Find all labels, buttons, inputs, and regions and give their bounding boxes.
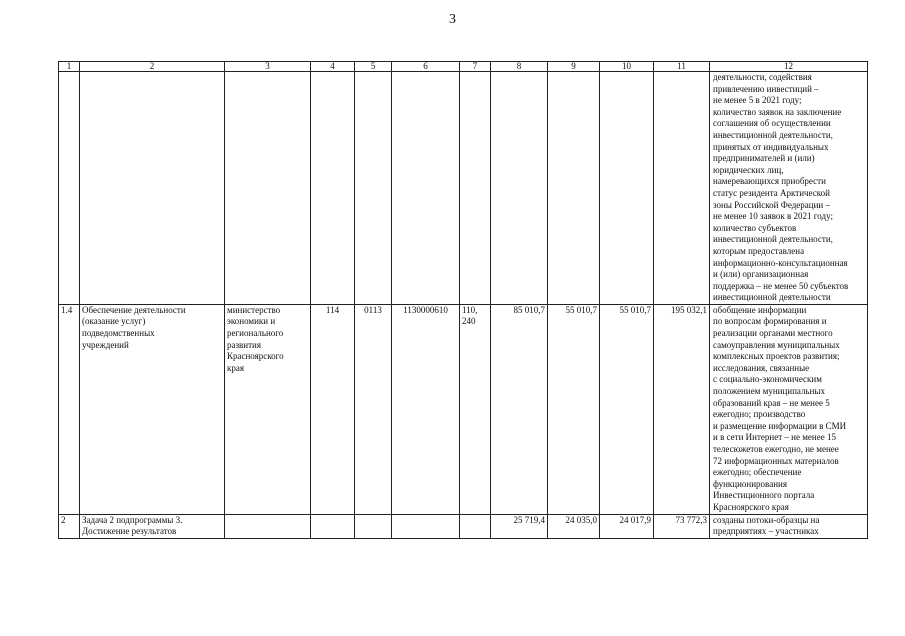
vr-cell: [460, 304, 491, 514]
total-cell: 73 772,3: [654, 514, 710, 538]
result-line: и размещение информации в СМИ: [713, 420, 847, 431]
csr-cell: [392, 514, 460, 538]
result-line: зоны Российской Федерации –: [713, 199, 830, 210]
result-line: намеревающихся приобрести: [713, 176, 826, 187]
result-line: ежегодно; обеспечение: [713, 467, 802, 478]
table-row-continuation: [59, 72, 868, 305]
table-row-2: [59, 514, 868, 538]
result-line: ежегодно; производство: [713, 409, 806, 420]
row-number-cell: 1.4: [59, 304, 80, 514]
result-line: деятельности, содействия: [713, 72, 812, 82]
result-line: предприятиях – участниках: [713, 526, 819, 537]
result-line: с социально-экономическим: [713, 374, 822, 385]
task-cell: [80, 72, 225, 305]
col-header-1: 1: [59, 62, 80, 72]
result-line: комплексных проектов развития;: [713, 351, 840, 362]
result-line: информационно-консультационная: [713, 257, 848, 268]
result-line: Красноярского края: [713, 501, 789, 512]
col-header-3: 3: [225, 62, 311, 72]
result-line: и в сети Интернет – не менее 15: [713, 432, 836, 443]
result-line: поддержка – не менее 50 субъектов: [713, 280, 849, 291]
col-header-4: 4: [311, 62, 355, 72]
row-number-cell: 2: [59, 514, 80, 538]
table-row-1-4: [59, 304, 868, 514]
task-cell: [80, 514, 225, 538]
rzpr-cell: [355, 514, 392, 538]
result-line: которым предоставлена: [713, 245, 805, 256]
result-line: функционирования: [713, 478, 787, 489]
csr-cell: 1130000610: [392, 304, 460, 514]
executor-cell: [225, 304, 311, 514]
result-line: Инвестиционного портала: [713, 490, 815, 501]
col-header-9: 9: [548, 62, 600, 72]
task-line: Достижение результатов: [82, 526, 177, 537]
vr-cell: [460, 514, 491, 538]
result-line: инвестиционной деятельности,: [713, 129, 833, 140]
y2023-cell: 55 010,7: [600, 304, 654, 514]
column-number-row: [59, 62, 868, 72]
result-line: предпринимателей и (или): [713, 153, 815, 164]
col-header-10: 10: [600, 62, 654, 72]
result-line: исследования, связанные: [713, 362, 810, 373]
task-cell: [80, 304, 225, 514]
result-line: и (или) организационная: [713, 269, 809, 280]
result-line: созданы потоки-образцы на: [713, 514, 820, 525]
grbs-cell: 114: [311, 304, 355, 514]
result-line: юридических лиц,: [713, 164, 784, 175]
grbs-cell: [311, 514, 355, 538]
result-line: количество субъектов: [713, 222, 797, 233]
col-header-5: 5: [355, 62, 392, 72]
result-line: образований края – не менее 5: [713, 397, 830, 408]
result-line: статус резидента Арктической: [713, 187, 830, 198]
task-line: Обеспечение деятельности: [82, 304, 186, 315]
result-cell: [710, 72, 868, 305]
result-line: привлечению инвестиций –: [713, 83, 819, 94]
program-table: [58, 61, 868, 539]
vr-cell: [460, 72, 491, 305]
result-line: не менее 5 в 2021 году;: [713, 95, 802, 106]
rzpr-cell: [355, 72, 392, 305]
task-line: учреждений: [82, 339, 129, 350]
executor-line: края: [227, 362, 245, 373]
vr-line: 240: [462, 316, 476, 327]
executor-line: развития: [227, 339, 262, 350]
csr-cell: [392, 72, 460, 305]
col-header-12: 12: [710, 62, 868, 72]
result-line: 72 информационных материалов: [713, 455, 839, 466]
executor-line: регионального: [227, 328, 284, 339]
result-line: реализации органами местного: [713, 328, 833, 339]
result-line: инвестиционной деятельности,: [713, 234, 833, 245]
y2023-cell: 24 017,9: [600, 514, 654, 538]
row-number-cell: [59, 72, 80, 305]
executor-cell: [225, 72, 311, 305]
executor-line: министерство: [227, 304, 281, 315]
col-header-6: 6: [392, 62, 460, 72]
result-line: по вопросам формирования и: [713, 316, 827, 327]
executor-cell: [225, 514, 311, 538]
y2021-cell: 85 010,7: [491, 304, 548, 514]
result-line: принятых от индивидуальных: [713, 141, 829, 152]
task-line: Задача 2 подпрограммы 3.: [82, 514, 183, 525]
col-header-7: 7: [460, 62, 491, 72]
col-header-2: 2: [80, 62, 225, 72]
result-line: самоуправления муниципальных: [713, 339, 840, 350]
y2022-cell: 24 035,0: [548, 514, 600, 538]
y2021-cell: [491, 72, 548, 305]
result-line: не менее 10 заявок в 2021 году;: [713, 211, 833, 222]
vr-line: 110,: [462, 304, 478, 315]
result-line: телесюжетов ежегодно, не менее: [713, 444, 839, 454]
col-header-11: 11: [654, 62, 710, 72]
col-header-8: 8: [491, 62, 548, 72]
result-cell: [710, 304, 868, 514]
result-line: соглашения об осуществлении: [713, 118, 831, 129]
result-cell: [710, 514, 868, 538]
y2023-cell: [600, 72, 654, 305]
result-line: обобщение информации: [713, 304, 807, 315]
y2021-cell: 25 719,4: [491, 514, 548, 538]
result-line: инвестиционной деятельности: [713, 292, 831, 303]
rzpr-cell: 0113: [355, 304, 392, 514]
grbs-cell: [311, 72, 355, 305]
y2022-cell: 55 010,7: [548, 304, 600, 514]
executor-line: экономики и: [227, 316, 276, 327]
y2022-cell: [548, 72, 600, 305]
executor-line: Красноярского: [227, 351, 284, 362]
result-line: положением муниципальных: [713, 386, 825, 397]
total-cell: 195 032,1: [654, 304, 710, 514]
task-line: подведомственных: [82, 328, 155, 339]
page-number: 3: [449, 12, 456, 27]
task-line: (оказание услуг): [82, 316, 146, 327]
total-cell: [654, 72, 710, 305]
result-line: количество заявок на заключение: [713, 106, 842, 117]
